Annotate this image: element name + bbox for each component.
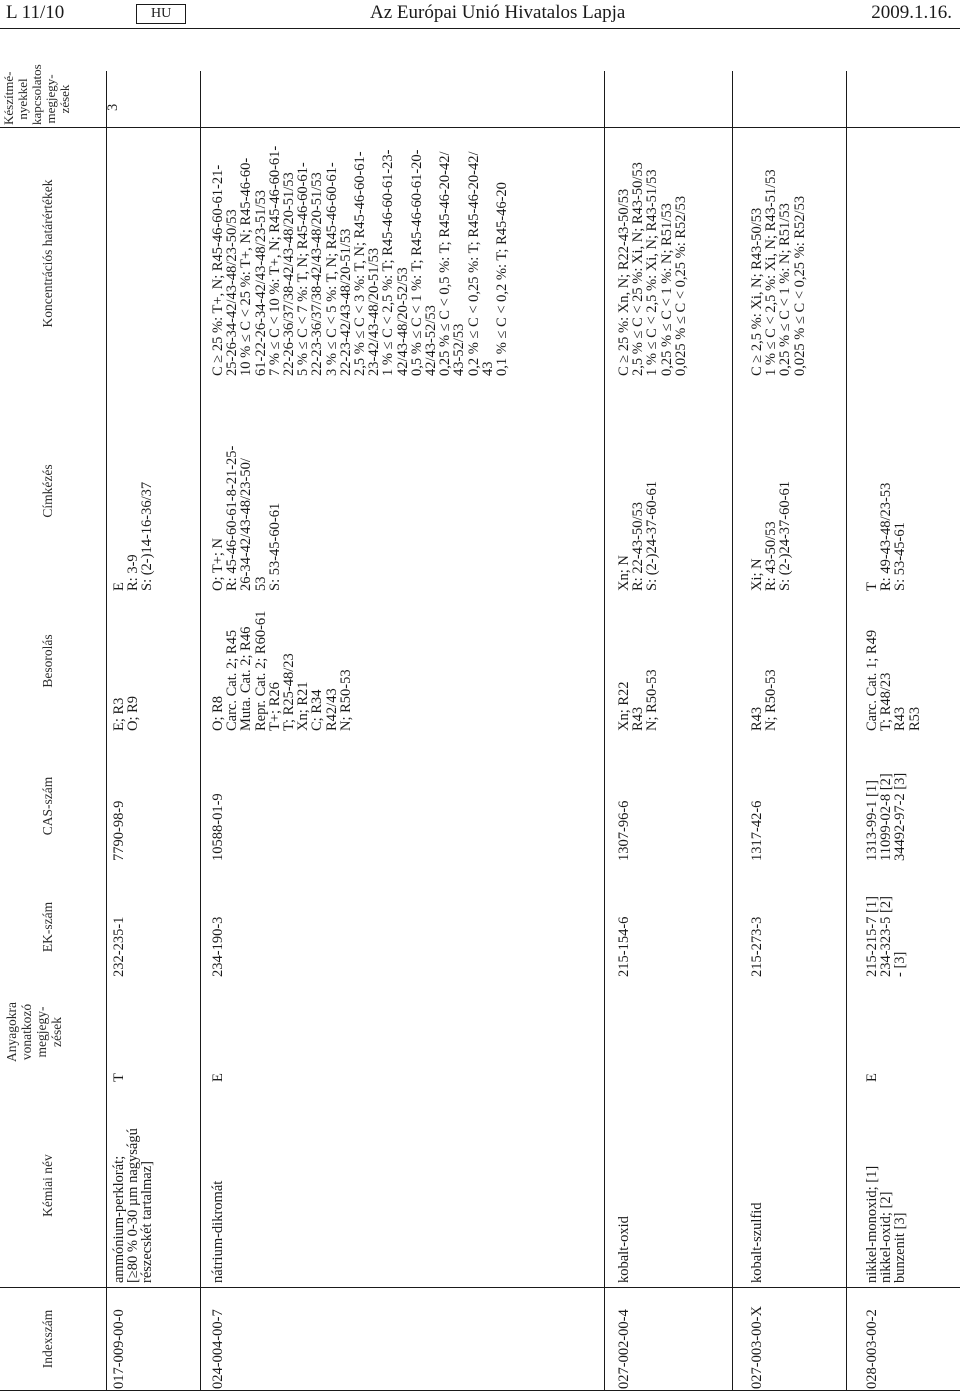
cell-cas: 10588-01-9 (210, 793, 226, 861)
cell-name: nikkel-monoxid; [1] nikkel-oxid; [2] bunzenit [3] (864, 1165, 909, 1283)
cell-name: ammónium-perklorát; [≥80 % 0-30 µm nagyságú részecskét tartalmaz] (111, 1128, 156, 1283)
cell-index: 024-004-00-7 (210, 1309, 226, 1389)
cell-labelling: T R: 49-43-48/23-53 S: 53-45-61 (864, 482, 909, 591)
cell-labelling: Xn; N R: 22-43-50/53 S: (2-)24-37-60-61 (616, 481, 661, 591)
cell-ek: 232-235-1 (111, 916, 127, 977)
cell-cas: 7790-98-9 (111, 800, 127, 861)
rotated-table-container (0, 64, 960, 1391)
header-rule (0, 28, 960, 29)
cell-classification: O; R8 Carc. Cat. 2; R45 Muta. Cat. 2; R46 Repr. Cat. 2; R60-61 T+; R26 T; R25-48/23 Xn; R21 C; R34 R42/43 N; R50-53 (210, 610, 354, 731)
cell-concentration: C ≥ 25 %: T+, N; R45-46-60-61-21- 25-26-34-42/43-48/23-50/53 10 % ≤ C < 25 %: T+, N; R45-46-60- 61-22-26-34-42/43-48/23-51/53 7 % ≤ C < 10 %: T+, N; R45-46-60-61- 22-26-36/37/38-42/43-48/20-51/53 5 % ≤ C < 7 %: T, N; R45-46-60-61- 22-23-36/37/38-42/43-48/20-51/53 3 % ≤ C < 5 %: T, N; R45-46-60-61- 22-23-42/43-48/20-51/53 2,5 % ≤ C < 3 %: T, N; R45-46-60-61- 23-42/43-48/20-51/53 1 % ≤ C < 2,5 %: T; R45-46-60-61-23- 42/43-48/20-52/53 0,5 % ≤ C < 1 %: T; R45-46-60-61-20- 42/43-52/53 0,25 % ≤ C < 0,5 %: T; R45-46-20-42/ 43-52/53 0,2 % ≤ C < 0,25 %: T; R45-46-20-42/ 43 0,1 % ≤ C < 0,2 %: T; R45-46-20 (210, 145, 511, 376)
row-divider (200, 71, 201, 1391)
header-labelling: Címkézés (40, 464, 55, 518)
header-index: Indexszám (40, 1309, 55, 1369)
column-divider (0, 1287, 960, 1288)
cell-substance-notes: E (864, 1073, 880, 1082)
cell-substance-notes: T (111, 1073, 127, 1082)
page-reference: L 11/10 (6, 2, 65, 23)
page-header (0, 0, 960, 40)
cell-index: 028-003-00-2 (864, 1309, 880, 1389)
cell-name: nátrium-dikromát (210, 1180, 226, 1283)
cell-concentration: C ≥ 25 %: Xn, N; R22-43-50/53 2,5 % ≤ C < 25 %: Xi, N; R43-50/53 1 % ≤ C < 2,5 %: Xi, N; R43-51/53 0,25 % ≤ C < 1 %: N; R51/53 0,025 % ≤ C < 0,25 %: R52/53 (616, 162, 689, 376)
header-name: Kémiai név (40, 1154, 55, 1217)
header-cas: CAS-szám (40, 776, 55, 836)
row-divider (846, 71, 847, 1391)
cell-name: kobalt-szulfid (749, 1202, 765, 1283)
hazard-table (0, 64, 960, 1391)
cell-labelling: E R: 3-9 S: (2-)14-16-36/37 (111, 481, 156, 591)
cell-index: 017-009-00-0 (111, 1309, 127, 1389)
cell-concentration: C ≥ 2,5 %: Xi, N; R43-50/53 1 % ≤ C < 2,5 %: Xi, N; R43-51/53 0,25 % ≤ C < 1 %: N; R51/53 0,025 % ≤ C < 0,25 %: R52/53 (749, 169, 808, 376)
header-substance-notes: Anyagokra vonatkozó megjegy- zések (4, 1002, 64, 1062)
cell-ek: 234-190-3 (210, 916, 226, 977)
cell-cas: 1317-42-6 (749, 800, 765, 861)
column-divider (0, 127, 960, 128)
header-preparation-notes: Készítmé- nyekkel kapcsolatos megjegy- zések (1, 64, 72, 125)
header-classification: Besorolás (40, 634, 55, 688)
cell-classification: Carc. Cat. 1; R49 T; R48/23 R43 R53 (864, 629, 923, 731)
cell-ek: 215-273-3 (749, 916, 765, 977)
cell-cas: 1307-96-6 (616, 800, 632, 861)
cell-ek: 215-154-6 (616, 916, 632, 977)
cell-cas: 1313-99-1 [1] 11099-02-8 [2] 34492-97-2 [3] (864, 772, 909, 861)
cell-name: kobalt-oxid (616, 1216, 632, 1283)
cell-classification: R43 N; R50-53 (749, 669, 780, 731)
header-ek: EK-szám (40, 901, 55, 953)
cell-index: 027-002-00-4 (616, 1309, 632, 1389)
header-concentration: Koncentrációs határértékek (40, 179, 55, 328)
cell-preparation-notes: 3 (105, 103, 121, 111)
row-divider (604, 71, 605, 1391)
header-rule-line (106, 71, 107, 1391)
cell-classification: E; R3 O; R9 (111, 695, 142, 731)
cell-ek: 215-215-7 [1] 234-323-5 [2] - [3] (864, 896, 909, 977)
publication-date: 2009.1.16. (871, 2, 952, 23)
journal-title: Az Európai Unió Hivatalos Lapja (370, 2, 626, 23)
cell-classification: Xn; R22 R43 N; R50-53 (616, 669, 661, 731)
language-badge: HU (136, 4, 186, 24)
cell-index: 027-003-00-X (749, 1306, 765, 1389)
cell-labelling: Xi; N R: 43-50/53 S: (2-)24-37-60-61 (749, 481, 794, 591)
cell-substance-notes: E (210, 1073, 226, 1082)
cell-labelling: O; T+; N R: 45-46-60-61-8-21-25- 26-34-42/43-48/23-50/ 53 S: 53-45-60-61 (210, 445, 283, 591)
row-divider (732, 71, 733, 1391)
